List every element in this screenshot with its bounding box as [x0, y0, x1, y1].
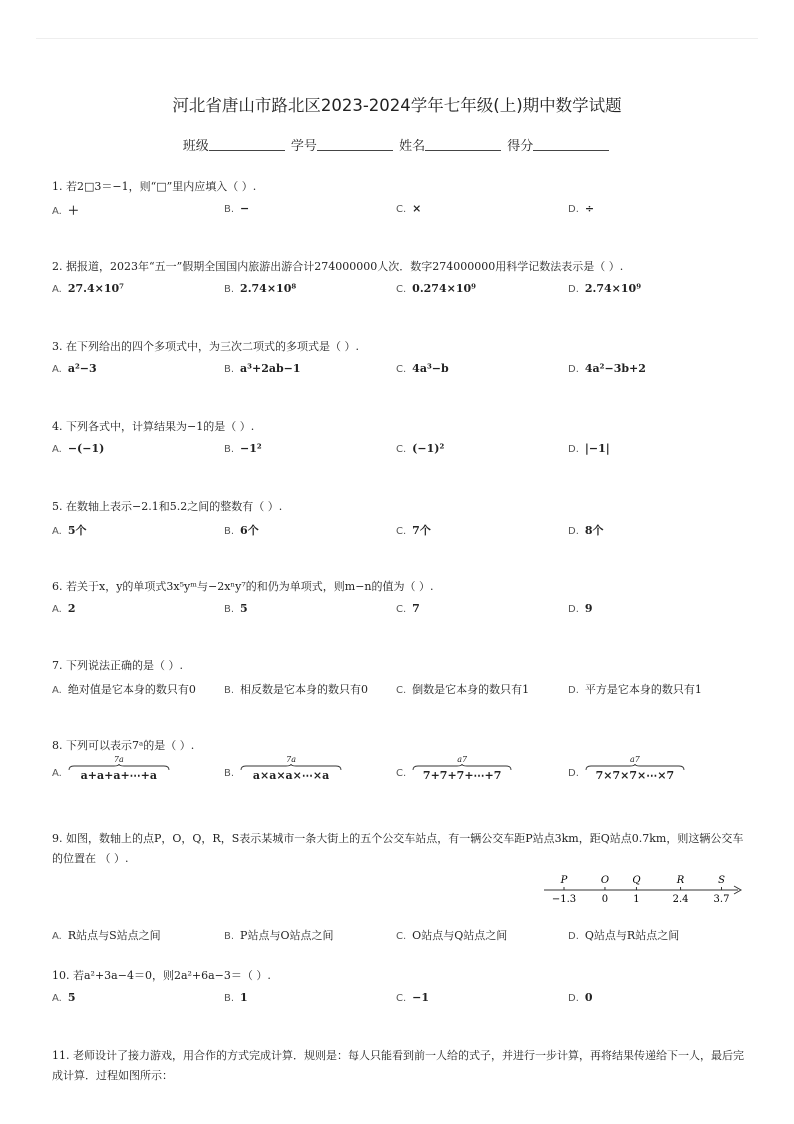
option-d[interactable]: D. 8个: [568, 524, 604, 537]
number-line-point-label: Q: [632, 875, 641, 886]
option-d[interactable]: D. a7 7×7×7×⋯×7: [568, 759, 685, 786]
info-name-label: 姓名: [399, 139, 426, 154]
number-line-value-label: 1: [633, 894, 640, 905]
options-row: [52, 282, 752, 304]
number-line-value-label: 2.4: [672, 894, 689, 905]
overbrace-expression: 7a a×a×a×⋯×a: [240, 755, 342, 782]
question-5: [52, 498, 752, 544]
option-a[interactable]: A. a²−3: [52, 362, 97, 375]
question-10: [52, 967, 752, 1013]
options-row: [52, 202, 752, 224]
number-line-point-label: R: [676, 875, 685, 886]
option-d[interactable]: D. 0: [568, 991, 593, 1004]
option-b[interactable]: B. 6个: [224, 524, 259, 537]
option-d[interactable]: D. |−1|: [568, 442, 610, 455]
overbrace-expression: a7 7×7×7×⋯×7: [585, 755, 685, 782]
info-id-label: 学号: [290, 139, 317, 154]
option-d[interactable]: D. 2.74×10⁹: [568, 282, 642, 295]
question-stem: 5. 在数轴上表示−2.1和5.2之间的整数有（ ）.: [52, 500, 283, 513]
question-stem: 3. 在下列给出的四个多项式中，为三次二项式的多项式是（ ）.: [52, 340, 359, 353]
info-score-label: 得分: [507, 139, 534, 154]
question-1: [52, 178, 752, 224]
option-b[interactable]: B. 1: [224, 991, 248, 1004]
options-row: [52, 362, 752, 384]
question-6: [52, 578, 752, 624]
number-line-value-label: 3.7: [713, 894, 730, 905]
question-stem: 1. 若2□3＝−1，则“□”里内应填入（ ）.: [52, 180, 257, 193]
option-a[interactable]: A. 5个: [52, 524, 87, 537]
option-b[interactable]: B. 相反数是它本身的数只有0: [224, 683, 369, 696]
overbrace-expression: 7a a+a+a+⋯+a: [68, 755, 170, 782]
question-stem: 11. 老师设计了接力游戏，用合作的方式完成计算．规则是：每人只能看到前一人给的式子，并进行一步计算，再将结果传递给下一人，最后完成计算．过程如图所示：: [52, 1049, 744, 1082]
question-stem: 2. 据报道，2023年“五一”假期全国国内旅游出游合计274000000人次．数字274000000用科学记数法表示是（ ）.: [52, 260, 624, 273]
question-stem: 6. 若关于x，y的单项式3x⁵yᵐ与−2xⁿy⁷的和仍为单项式，则m−n的值为（ ）.: [52, 580, 434, 593]
option-c[interactable]: C. 倒数是它本身的数只有1: [396, 683, 530, 696]
option-c[interactable]: C. −1: [396, 991, 430, 1004]
question-stem: 4. 下列各式中，计算结果为−1的是（ ）.: [52, 420, 255, 433]
option-a[interactable]: A. 27.4×10⁷: [52, 282, 124, 295]
question-stem: 8. 下列可以表示7ᵃ的是（ ）.: [52, 739, 195, 752]
options-row: [52, 991, 752, 1013]
option-b[interactable]: B. a³+2ab−1: [224, 362, 301, 375]
option-a[interactable]: A. 2: [52, 602, 76, 615]
question-2: [52, 258, 752, 304]
question-stem: 10. 若a²+3a−4＝0，则2a²+6a−3＝（ ）.: [52, 969, 271, 982]
info-class-label: 班级: [182, 139, 209, 154]
option-d[interactable]: D. 9: [568, 602, 593, 615]
option-a[interactable]: A. 7a a+a+a+⋯+a: [52, 759, 170, 786]
option-c[interactable]: C. O站点与Q站点之间: [396, 929, 508, 942]
overbrace-expression: a7 7+7+7+⋯+7: [412, 755, 512, 782]
option-a[interactable]: A. −(−1): [52, 442, 105, 455]
question-stem: 7. 下列说法正确的是（ ）.: [52, 659, 183, 672]
info-id-blank[interactable]: [317, 138, 393, 151]
option-c[interactable]: C. a7 7+7+7+⋯+7: [396, 759, 512, 786]
info-name-blank[interactable]: [425, 138, 501, 151]
option-d[interactable]: D. 4a²−3b+2: [568, 362, 646, 375]
question-8: [52, 737, 752, 793]
question-7: [52, 657, 752, 703]
options-row: [52, 522, 752, 544]
option-c[interactable]: C. 4a³−b: [396, 362, 449, 375]
option-a[interactable]: A. 5: [52, 991, 76, 1004]
option-a[interactable]: A. 绝对值是它本身的数只有0: [52, 683, 196, 696]
options-row: [52, 681, 752, 703]
option-c[interactable]: C. ×: [396, 202, 422, 215]
option-b[interactable]: B. 5: [224, 602, 248, 615]
option-b[interactable]: B. 2.74×10⁸: [224, 282, 297, 295]
number-line-point-label: S: [718, 875, 725, 886]
options-row: [52, 927, 752, 949]
option-b[interactable]: B. −1²: [224, 442, 262, 455]
option-d[interactable]: D. Q站点与R站点之间: [568, 929, 680, 942]
question-3: [52, 338, 752, 384]
number-line-point-label: O: [600, 875, 610, 886]
number-line-value-label: −1.3: [551, 894, 577, 905]
option-c[interactable]: C. (−1)²: [396, 442, 445, 455]
options-row: [52, 755, 752, 793]
options-row: [52, 442, 752, 464]
number-line-value-label: 0: [601, 894, 609, 905]
option-c[interactable]: C. 7个: [396, 524, 431, 537]
option-a[interactable]: A. ＋: [52, 204, 79, 217]
header-rule: [36, 38, 758, 39]
number-line-figure: [538, 871, 746, 907]
options-row: [52, 602, 752, 624]
option-a[interactable]: A. R站点与S站点之间: [52, 929, 161, 942]
student-info-row: [0, 135, 794, 154]
page-title: 河北省唐山市路北区2023-2024学年七年级(上)期中数学试题: [172, 96, 622, 115]
option-c[interactable]: C. 7: [396, 602, 420, 615]
number-line-point-label: P: [560, 875, 568, 886]
option-d[interactable]: D. 平方是它本身的数只有1: [568, 683, 702, 696]
question-11: [52, 1046, 752, 1086]
question-stem: 9. 如图，数轴上的点P，O，Q，R，S表示某城市一条大街上的五个公交车站点，有一辆公交车距P站点3km，距Q站点0.7km，则这辆公交车的位置在 （ ）.: [52, 832, 744, 865]
option-b[interactable]: B. −: [224, 202, 250, 215]
option-b[interactable]: B. 7a a×a×a×⋯×a: [224, 759, 342, 786]
option-b[interactable]: B. P站点与O站点之间: [224, 929, 334, 942]
option-d[interactable]: D. ÷: [568, 202, 595, 215]
question-4: [52, 418, 752, 464]
option-c[interactable]: C. 0.274×10⁹: [396, 282, 476, 295]
info-class-blank[interactable]: [209, 138, 285, 151]
info-score-blank[interactable]: [533, 138, 609, 151]
